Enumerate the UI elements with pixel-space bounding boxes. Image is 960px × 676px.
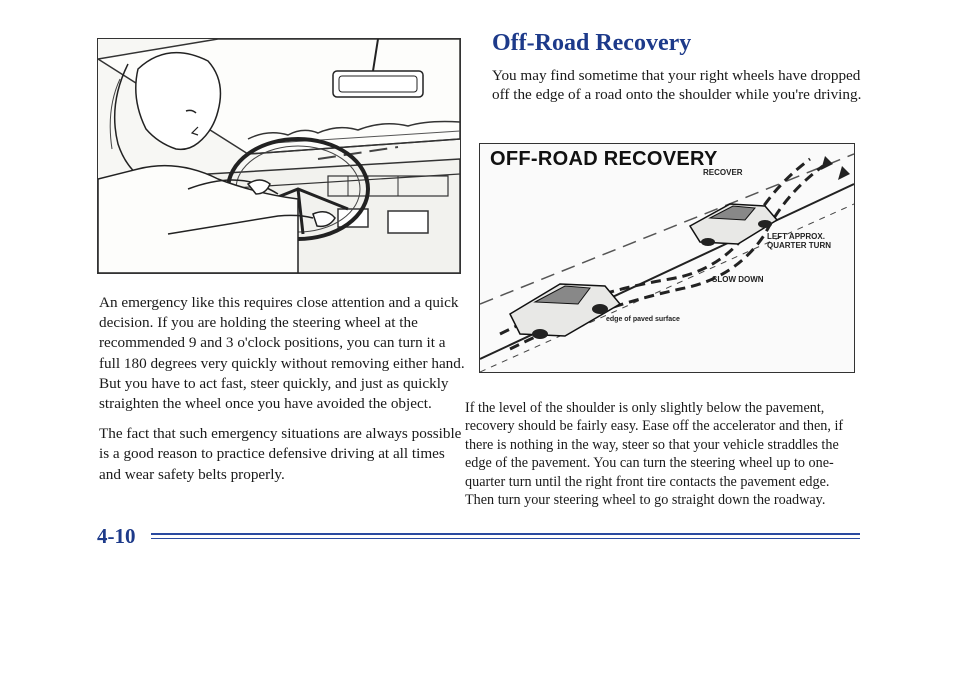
label-left-quarter-turn bbox=[767, 232, 831, 250]
driver-illustration-drawing bbox=[98, 39, 460, 273]
footer-rule-thin bbox=[151, 538, 860, 539]
left-column-text bbox=[99, 293, 467, 495]
label-edge-of-paved-surface: edge of paved surface bbox=[606, 316, 680, 323]
footer-rule bbox=[151, 533, 860, 535]
paragraph-emergency: An emergency like this requires close attention and a quick decision. If you are holding the steering wheel at the recommended 9 and 3 o'clock positions, you can turn it a full 180 degrees very quickly without removing either hand. But you have to act fast, steer quickly, and just as quickly straighten the wheel once you have avoided the object. bbox=[99, 294, 465, 413]
label-left-line2: QUARTER TURN bbox=[767, 241, 831, 250]
label-left-line1: LEFT APPROX. bbox=[767, 232, 825, 241]
off-road-recovery-diagram bbox=[479, 143, 855, 373]
label-recover: RECOVER bbox=[703, 168, 743, 177]
driver-steering-illustration bbox=[97, 38, 461, 274]
page-footer bbox=[97, 524, 860, 554]
diagram-heading: OFF-ROAD RECOVERY bbox=[490, 148, 718, 170]
section-title: Off-Road Recovery bbox=[492, 30, 692, 56]
recovery-diagram-drawing bbox=[480, 144, 854, 372]
page-number: 4-10 bbox=[97, 524, 136, 548]
label-slow-down: SLOW DOWN bbox=[712, 275, 764, 284]
section-intro: You may find sometime that your right wheels have dropped off the edge of a road onto the shoulder while you're driving. bbox=[492, 67, 862, 103]
paragraph-defensive-driving: The fact that such emergency situations are always possible is a good reason to practice defensive driving at all times and wear safety belts properly. bbox=[99, 425, 462, 483]
recovery-instructions: If the level of the shoulder is only slightly below the pavement, recovery should be fairly easy. Ease off the accelerator and then, if there is nothing in the way, steer so that your vehicle straddles the edge of the pavement. You can turn the steering wheel up to one-quarter turn until the right front tire contacts the pavement edge. Then turn your steering wheel to go straight down the roadway. bbox=[465, 400, 844, 509]
